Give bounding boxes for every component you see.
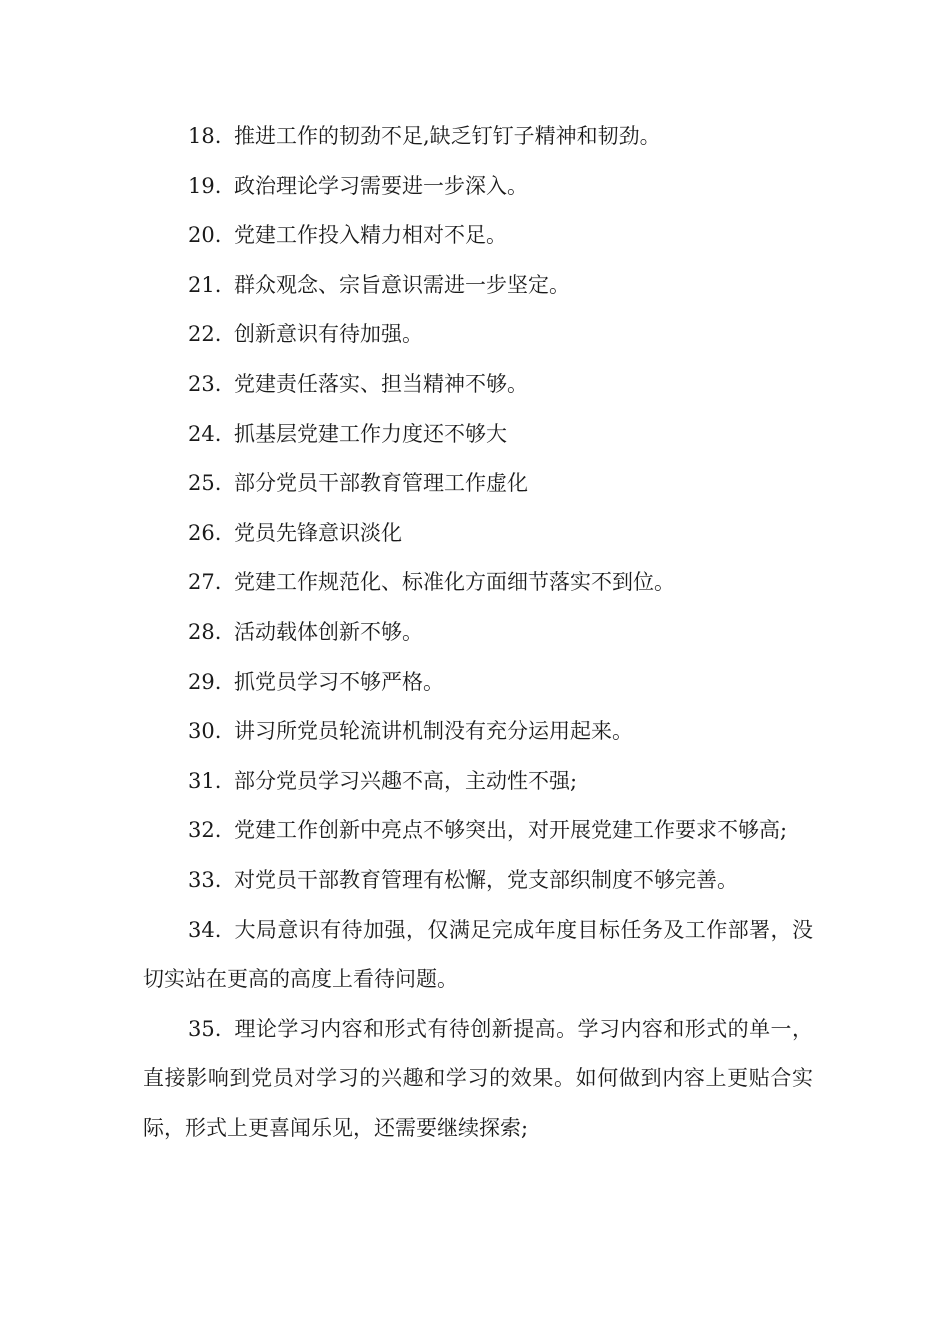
item-number: 22. <box>188 322 222 347</box>
item-number: 27. <box>188 570 222 595</box>
list-item <box>143 509 813 559</box>
item-number: 28. <box>188 619 222 644</box>
list-item <box>143 1005 813 1154</box>
list-item <box>143 558 813 608</box>
item-number: 26. <box>188 520 222 545</box>
list-item <box>143 459 813 509</box>
item-text: 大局意识有待加强，仅满足完成年度目标任务及工作部署，没切实站在更高的高度上看待问题。 <box>143 917 813 992</box>
item-number: 35. <box>188 1016 222 1041</box>
item-number: 34. <box>188 917 222 942</box>
item-number: 21. <box>188 272 222 297</box>
list-item <box>143 211 813 261</box>
item-number: 25. <box>188 471 222 496</box>
item-text: 群众观念、宗旨意识需进一步坚定。 <box>234 272 570 297</box>
document-body <box>143 112 813 1153</box>
item-number: 30. <box>188 719 222 744</box>
item-text: 党建工作规范化、标准化方面细节落实不到位。 <box>234 570 675 595</box>
item-text: 党建工作创新中亮点不够突出，对开展党建工作要求不够高; <box>234 818 788 843</box>
list-item <box>143 608 813 658</box>
list-item <box>143 410 813 460</box>
item-text: 创新意识有待加强。 <box>234 322 423 347</box>
item-number: 19. <box>188 173 222 198</box>
item-number: 33. <box>188 867 222 892</box>
item-number: 32. <box>188 818 222 843</box>
item-text: 抓基层党建工作力度还不够大 <box>234 421 507 446</box>
item-text: 党建责任落实、担当精神不够。 <box>234 371 528 396</box>
item-text: 推进工作的韧劲不足,缺乏钉钉子精神和韧劲。 <box>234 124 661 148</box>
list-item <box>143 806 813 856</box>
list-item <box>143 906 813 1005</box>
item-text: 抓党员学习不够严格。 <box>234 669 444 694</box>
item-text: 对党员干部教育管理有松懈，党支部织制度不够完善。 <box>234 867 738 892</box>
item-number: 23. <box>188 371 222 396</box>
list-item <box>143 757 813 807</box>
item-number: 20. <box>188 223 222 248</box>
item-text: 活动载体创新不够。 <box>234 619 423 644</box>
list-item <box>143 658 813 708</box>
list-item <box>143 707 813 757</box>
list-item <box>143 310 813 360</box>
item-text: 党员先锋意识淡化 <box>234 520 402 545</box>
item-number: 31. <box>188 768 222 793</box>
item-number: 29. <box>188 669 222 694</box>
list-item <box>143 261 813 311</box>
item-text: 讲习所党员轮流讲机制没有充分运用起来。 <box>234 719 633 744</box>
list-item <box>143 162 813 212</box>
item-text: 部分党员学习兴趣不高，主动性不强; <box>234 768 578 793</box>
item-text: 理论学习内容和形式有待创新提高。学习内容和形式的单一，直接影响到党员对学习的兴趣和学习的效果。如何做到内容上更贴合实际，形式上更喜闻乐见，还需要继续探索; <box>143 1016 813 1140</box>
item-text: 政治理论学习需要进一步深入。 <box>234 173 528 198</box>
list-item <box>143 112 813 162</box>
list-item <box>143 360 813 410</box>
item-number: 24. <box>188 421 222 446</box>
item-text: 党建工作投入精力相对不足。 <box>234 223 507 248</box>
item-text: 部分党员干部教育管理工作虚化 <box>234 471 528 496</box>
item-number: 18. <box>188 124 222 148</box>
list-item <box>143 856 813 906</box>
